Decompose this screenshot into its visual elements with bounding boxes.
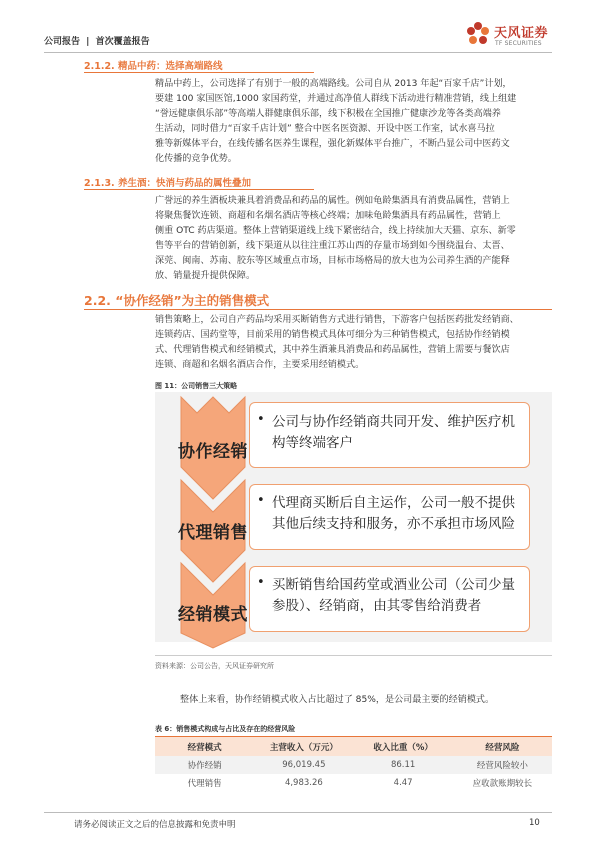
paragraph-line: 放、销量提升提供保障。 [155, 271, 256, 281]
column-header: 经营模式 [155, 737, 254, 756]
header-separator: | [86, 37, 90, 47]
paragraph-line: 广誉远的养生酒板块兼具着消费品和药品的属性。例如龟龄集酒具有消费品属性，营销上 [155, 196, 510, 206]
paragraph-line: 式、代理销售模式和经销模式，其中养生酒兼具消费品和药品属性，营销上需要与餐饮店 [155, 345, 510, 355]
footer-disclaimer: 请务必阅读正文之后的信息披露和免责申明 [74, 820, 236, 830]
figure-bottom-rule [155, 655, 552, 656]
paragraph-line: 售等平台的营销创新，线下渠道从以往注重江苏山西的存量市场到如今围绕温台、太晋、 [155, 241, 510, 251]
page-number: 10 [529, 818, 540, 828]
paragraph-line: 生活动，同时借力“百家千店计划” 整合中医名医资源、开设中医工作室，试水喜马拉 [155, 124, 495, 134]
column-header: 主营收入（万元） [254, 737, 353, 756]
strategy-desc-line: 参股）、经销商，由其零售给消费者 [272, 598, 482, 614]
paragraph-line: 连锁药店、国药堂等，目前采用的销售模式具体可细分为三种销售模式，包括协作经销模 [155, 330, 510, 340]
table-cell: 96,019.45 [254, 756, 353, 774]
bullet-icon: • [257, 575, 265, 590]
strategy-desc-line: 构等终端客户 [272, 435, 353, 451]
table-cell: 应收款账期较长 [472, 779, 533, 789]
table-cell: 协作经销 [155, 756, 254, 774]
strategy-desc-line: 买断销售给国药堂或酒业公司（公司少量 [272, 577, 515, 593]
paragraph-line: 连锁、商超和名烟名酒店合作，主要采用经销模式。 [155, 360, 365, 370]
logo-text-en: TF SECURITIES [495, 40, 542, 47]
paragraph-line: 精品中药上，公司选择了有别于一般的高端路线。公司自从 2013 年起“百家千店”计划， [155, 79, 512, 89]
strategy-desc-3 [272, 575, 524, 617]
section-heading-2-2: 2.2. “协作经销”为主的销售模式 [84, 293, 270, 308]
strategy-desc-2 [272, 493, 524, 535]
section-heading-2-1-3: 2.1.3. 养生酒：快消与药品的属性叠加 [84, 178, 251, 189]
strategy-desc-line: 其他后续支持和服务，亦不承担市场风险 [272, 516, 515, 532]
logo-text-cn: 天风证券 [494, 26, 549, 41]
footer-divider [44, 812, 552, 813]
paragraph-line: “誉远健康俱乐部”等高端人群健康俱乐部，线下积极在全国推广健康沙龙等各类高端养 [155, 109, 501, 119]
summary-sentence: 整体上来看，协作经销模式收入占比超过了 85%，是公司最主要的经销模式。 [180, 695, 495, 705]
table-row [155, 756, 552, 774]
report-subtype: 首次覆盖报告 [95, 37, 150, 47]
sales-model-table [155, 737, 552, 792]
strategy-desc-line: 公司与协作经销商共同开发、维护医疗机 [272, 414, 515, 430]
bullet-icon: • [257, 412, 265, 427]
strategy-desc-1 [272, 412, 524, 454]
paragraph-line: 将聚焦餐饮连锁、商超和名烟名酒店等核心终端；加味龟龄集酒具有药品属性，营销上 [155, 211, 501, 221]
table-cell: 86.11 [354, 756, 453, 774]
table-cell: 代理销售 [187, 779, 222, 789]
paragraph-line: 要建 100 家国医馆,1000 家国药堂，并通过高净值人群线下活动进行精准营销，线上组建 [155, 94, 517, 104]
paragraph-line: 化传播的竞争优势。 [155, 154, 237, 164]
column-header: 经营风险 [453, 737, 552, 756]
column-header: 收入比重（%） [354, 737, 453, 756]
paragraph-line: 雅等新媒体平台，在线传播名医养生课程，强化新媒体平台推广，不断凸显公司中医药文 [155, 139, 510, 149]
table-cell: 4.47 [393, 778, 413, 788]
strategy-label-1: 协作经销 [178, 442, 248, 462]
table-cell: 4,983.26 [284, 778, 323, 788]
bullet-icon: • [257, 493, 265, 508]
section-heading-2-1-2: 2.1.2. 精品中药：选择高端路线 [84, 61, 223, 72]
paragraph-line: 深莞、闽南、苏南、胶东等区域重点市场，目标市场格局的放大也为公司养生酒的产能释 [155, 256, 510, 266]
strategy-desc-line: 代理商买断后自主运作，公司一般不提供 [272, 495, 515, 511]
table-cell: 经营风险较小 [453, 756, 552, 774]
figure-title: 图 11：公司销售三大策略 [155, 382, 238, 390]
paragraph-line: 侧重 OTC 药店渠道。整体上营销渠道线上线下紧密结合，线上持续加大天猫、京东、新零 [155, 226, 516, 236]
table-title: 表 6：销售模式构成与占比及存在的经营风险 [155, 725, 296, 733]
strategy-label-2: 代理销售 [178, 523, 248, 543]
table-header-row [155, 737, 552, 756]
report-type: 公司报告 [44, 37, 81, 47]
figure-source: 资料来源：公司公告，天风证券研究所 [155, 662, 274, 670]
strategy-label-3: 经销模式 [178, 605, 248, 625]
table-row [155, 774, 552, 792]
paragraph-line: 销售策略上，公司自产药品均采用买断销售方式进行销售，下游客户包括医药批发经销商、 [155, 315, 519, 325]
